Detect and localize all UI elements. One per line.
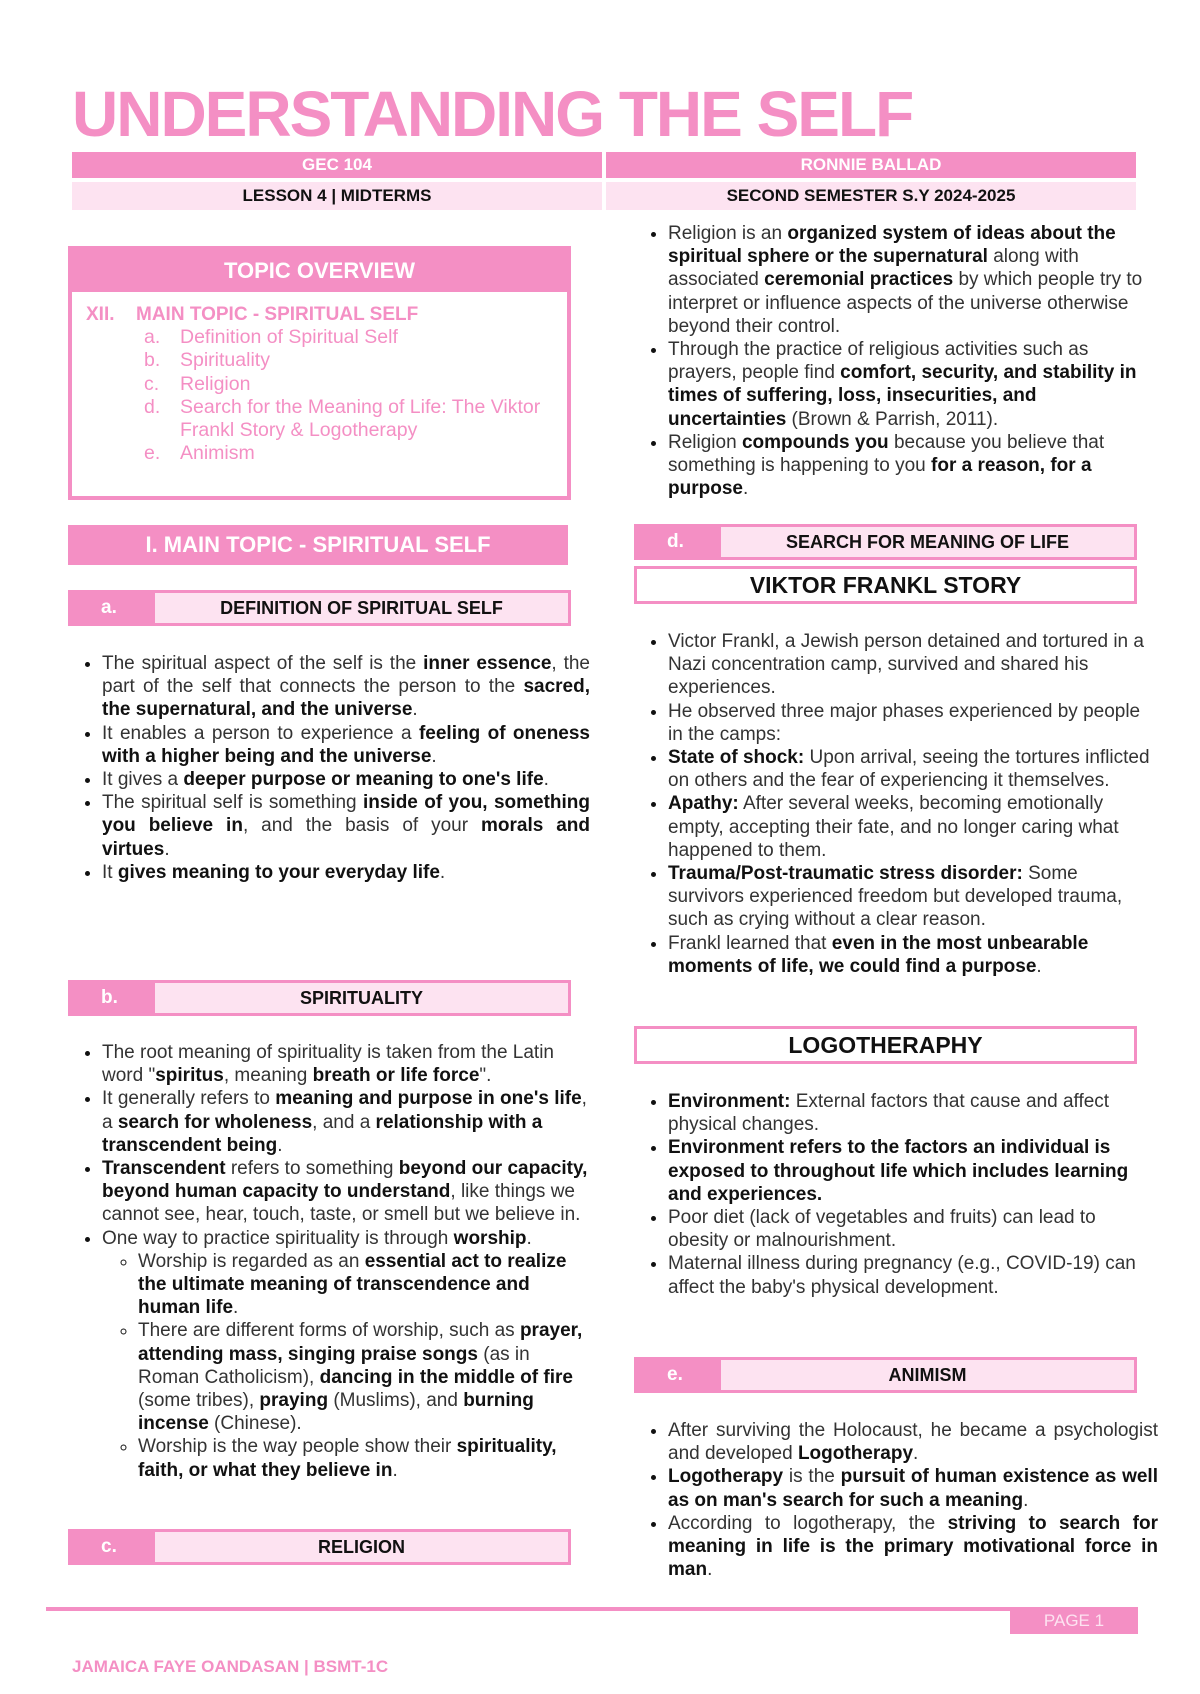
bold-text: Transcendent (102, 1158, 226, 1180)
bold-text: breath or life force (312, 1065, 480, 1087)
bold-text: dancing in the middle of fire (319, 1366, 573, 1388)
text: . (1023, 1489, 1029, 1511)
text: After surviving the Holocaust, he became a psychologist and developed (668, 1420, 1158, 1465)
bold-text: prayer, attending mass, singing praise songs (138, 1320, 583, 1365)
bullet-item (668, 1512, 1158, 1582)
text: Religion is an (668, 223, 788, 244)
text: He observed three major phases experienced by people in the camps: (668, 700, 1141, 745)
text: refers to something (225, 1158, 399, 1180)
text: Religion (668, 431, 742, 453)
bold-text: Logotherapy (668, 1466, 784, 1488)
bullet-item (102, 861, 590, 884)
bold-text: relationship with a transcendent being (102, 1111, 543, 1156)
bullet-item (668, 746, 1158, 792)
text: Frankl learned that (668, 932, 832, 954)
bold-text: sacred, the supernatural, and the universe (102, 676, 590, 721)
overview-item-letter: b. (144, 349, 161, 372)
text: . (392, 1459, 398, 1481)
sub-bullet-item (138, 1250, 596, 1320)
bullet-item (102, 1157, 596, 1227)
section-header-animism (634, 1357, 1137, 1393)
bold-text: even in the most unbearable moments of life, we could find a purpose (668, 932, 1089, 977)
bold-text: Trauma/Post-traumatic stress disorder: (668, 863, 1023, 885)
text: Worship is regarded as an (138, 1250, 365, 1272)
bold-text: organized system of ideas about the spiritual sphere or the supernatural (668, 223, 1116, 268)
text: . (431, 745, 437, 767)
text: Worship is the way people show their (138, 1436, 457, 1458)
bullet-item (668, 1252, 1158, 1298)
text: After several weeks, becoming emotionally empty, accepting their fate, and no longer caring what happened to them. (668, 793, 1119, 861)
viktor-frankl-heading: VIKTOR FRANKL STORY (634, 566, 1137, 604)
text: (as in Roman Catholicism), (138, 1343, 530, 1388)
section-letter: d. (637, 527, 721, 557)
bold-text: gives meaning to your everyday life (117, 861, 440, 883)
text: It generally refers to (102, 1088, 276, 1110)
topic-overview-box (68, 246, 571, 500)
text: . (1036, 955, 1042, 977)
text: , the part of the self that connects the person to the (102, 653, 590, 698)
overview-item-text: Spirituality (180, 349, 270, 372)
bold-text: inner essence (423, 653, 552, 674)
text: Maternal illness during pregnancy (e.g., COVID-19) can affect the baby's physical development. (668, 1253, 1136, 1298)
section-letter: b. (71, 983, 155, 1013)
text: One way to practice spirituality is through (102, 1227, 454, 1249)
footer-divider (46, 1607, 1138, 1611)
overview-main-number: XII. (86, 304, 115, 325)
course-code: GEC 104 (72, 152, 602, 178)
animism-list (646, 1419, 1158, 1581)
author-footer: JAMAICA FAYE OANDASAN | BSMT-1C (72, 1657, 389, 1676)
text: . (913, 1443, 919, 1465)
bold-text: spiritus (155, 1065, 224, 1087)
bold-text: striving to search for meaning in life is the primary motivational force in man (668, 1512, 1158, 1581)
bold-text: beyond our capacity, beyond human capacity to understand (102, 1158, 588, 1203)
text: , and the basis of your (242, 815, 481, 837)
text: is the (783, 1466, 841, 1488)
section-label: RELIGION (317, 1537, 405, 1557)
text: It enables a person to experience a (102, 722, 419, 744)
text: Upon arrival, seeing the tortures inflicted on others and the fear of experiencing it themselves. (668, 747, 1150, 792)
bullet-item (668, 1465, 1158, 1511)
bullet-item (102, 722, 590, 768)
bullet-item (668, 1419, 1158, 1465)
bold-text: praying (259, 1390, 329, 1412)
text: , a (102, 1088, 587, 1133)
bold-text: inside of you, something you believe in (102, 792, 590, 837)
sub-list (102, 1250, 596, 1482)
instructor-name: RONNIE BALLAD (606, 152, 1136, 178)
overview-item-text: Animism (180, 442, 255, 465)
section-header-religion (68, 1529, 571, 1565)
section-letter: c. (71, 1532, 155, 1562)
spirituality-list (80, 1041, 596, 1482)
overview-item (144, 396, 564, 443)
page-title: UNDERSTANDING THE SELF (72, 78, 913, 150)
bullet-item (668, 222, 1158, 338)
bold-text: Environment: (668, 1091, 791, 1112)
bold-text: ceremonial practices (764, 269, 954, 291)
overview-item-text: Definition of Spiritual Self (180, 326, 398, 348)
overview-item (144, 349, 564, 372)
section-header-definition (68, 590, 571, 626)
section-letter: a. (71, 593, 155, 623)
semester-label: SECOND SEMESTER S.Y 2024-2025 (606, 182, 1136, 210)
overview-item (144, 326, 564, 349)
text: (Brown & Parrish, 2011). (786, 408, 999, 430)
bold-text: morals and virtues (102, 815, 591, 860)
definition-list (80, 652, 590, 884)
text: (Chinese). (208, 1413, 302, 1435)
bullet-item (668, 1136, 1158, 1206)
bold-text: State of shock: (668, 747, 805, 769)
overview-item (144, 442, 564, 465)
overview-item-letter: a. (144, 326, 161, 348)
bullet-item (102, 1087, 596, 1157)
bold-text: feeling of oneness with a higher being and the universe (102, 722, 591, 767)
overview-item-letter: d. (144, 395, 161, 418)
topic-overview-heading: TOPIC OVERVIEW (72, 250, 567, 292)
section-letter: e. (637, 1360, 721, 1390)
text: Through the practice of religious activities such as prayers, people find (668, 339, 1089, 384)
text: (some tribes), (138, 1390, 260, 1412)
section-header-meaning-of-life (634, 524, 1137, 560)
overview-item (144, 373, 564, 396)
bullet-item (668, 862, 1158, 932)
overview-main-topic (86, 304, 418, 326)
sub-bullet-item (138, 1319, 596, 1435)
bold-text: for a reason, for a purpose (668, 455, 1092, 500)
bullet-item (668, 932, 1158, 978)
text: The spiritual self is something (102, 792, 363, 814)
text: Victor Frankl, a Jewish person detained and tortured in a Nazi concentration camp, survived and shared his experiences. (668, 631, 1144, 699)
section-label: ANIMISM (888, 1365, 967, 1385)
text: There are different forms of worship, such as (138, 1320, 520, 1342)
overview-main-label: MAIN TOPIC - SPIRITUAL SELF (136, 304, 419, 325)
bullet-item (668, 431, 1158, 501)
bullet-item (668, 630, 1158, 700)
text: . (707, 1559, 713, 1581)
bold-text: compounds you (741, 431, 889, 453)
text: . (439, 861, 446, 883)
logotherapy-heading: LOGOTHERAPHY (634, 1026, 1137, 1064)
bullet-item (668, 1090, 1158, 1136)
text: (Muslims), and (328, 1390, 464, 1412)
text: , and a (312, 1111, 376, 1133)
bullet-item (668, 1206, 1158, 1252)
bullet-item (102, 1227, 596, 1482)
bullet-item (102, 1041, 596, 1087)
section-label: SEARCH FOR MEANING OF LIFE (786, 532, 1069, 552)
text: According to logotherapy, the (668, 1512, 948, 1534)
overview-item-text: Search for the Meaning of Life: The Viktor Frankl Story & Logotherapy (180, 395, 541, 442)
text: Some survivors experienced freedom but developed trauma, such as crying without a clear reason. (668, 863, 1123, 931)
overview-list (144, 326, 564, 466)
bold-text: comfort, security, and stability in times of suffering, loss, insecurities, and uncertainties (668, 362, 1137, 430)
bold-text: burning incense (138, 1390, 534, 1435)
bullet-item (102, 768, 590, 791)
bold-text: worship (453, 1227, 527, 1249)
text: by which people try to interpret or influence aspects of the universe otherwise beyond their control. (668, 269, 1143, 337)
bold-text: Logotherapy (797, 1443, 914, 1465)
text: It (102, 861, 118, 883)
text: along with associated (668, 246, 1079, 291)
text: Poor diet (lack of vegetables and fruits) can lead to obesity or malnourishment. (668, 1207, 1096, 1252)
bold-text: Environment refers to the factors an individual is exposed to throughout life which includes learning and experiences. (668, 1137, 1129, 1205)
frankl-list (646, 630, 1158, 978)
section-label: SPIRITUALITY (299, 988, 423, 1008)
overview-item-text: Religion (180, 372, 251, 395)
text: , meaning (223, 1065, 313, 1087)
text: The spiritual aspect of the self is the (102, 653, 424, 674)
text: It gives a (102, 769, 184, 791)
logotherapy-list (646, 1090, 1158, 1299)
bold-text: essential act to realize the ultimate meaning of transcendence and human life (138, 1250, 567, 1319)
bold-text: meaning and purpose in one's life (275, 1088, 582, 1110)
bold-text: deeper purpose or meaning to one's life (183, 769, 544, 791)
overview-item-letter: c. (144, 372, 160, 395)
text: The root meaning of spirituality is taken from the Latin word " (102, 1042, 555, 1087)
bold-text: pursuit of human existence as well as on man's search for such a meaning (668, 1466, 1158, 1511)
text: . (412, 699, 418, 721)
bold-text: Apathy: (668, 793, 739, 815)
text: because you believe that something is happening to you (668, 431, 1105, 477)
bullet-item (668, 700, 1158, 746)
bullet-item (668, 338, 1158, 431)
page-number: PAGE 1 (1010, 1608, 1138, 1634)
text: , like things we cannot see, hear, touch, taste, or smell but we believe in. (102, 1181, 581, 1226)
religion-list (646, 222, 1158, 500)
bullet-item (102, 791, 590, 861)
bullet-item (102, 652, 590, 722)
text: . (543, 769, 549, 791)
section-header-spirituality (68, 980, 571, 1016)
text: . (233, 1297, 239, 1319)
text: . (742, 478, 749, 500)
text: . (164, 838, 170, 860)
section-label: DEFINITION OF SPIRITUAL SELF (220, 598, 503, 618)
text: . (526, 1227, 532, 1249)
sub-bullet-item (138, 1435, 596, 1481)
text: . (277, 1134, 283, 1156)
bold-text: spirituality, faith, or what they believe in (138, 1436, 557, 1481)
main-topic-bar: I. MAIN TOPIC - SPIRITUAL SELF (68, 525, 568, 565)
lesson-label: LESSON 4 | MIDTERMS (72, 182, 602, 210)
bullet-item (668, 792, 1158, 862)
bold-text: search for wholeness (117, 1111, 313, 1133)
text: External factors that cause and affect physical changes. (668, 1091, 1110, 1136)
overview-item-letter: e. (144, 442, 161, 465)
text: ". (479, 1065, 492, 1087)
